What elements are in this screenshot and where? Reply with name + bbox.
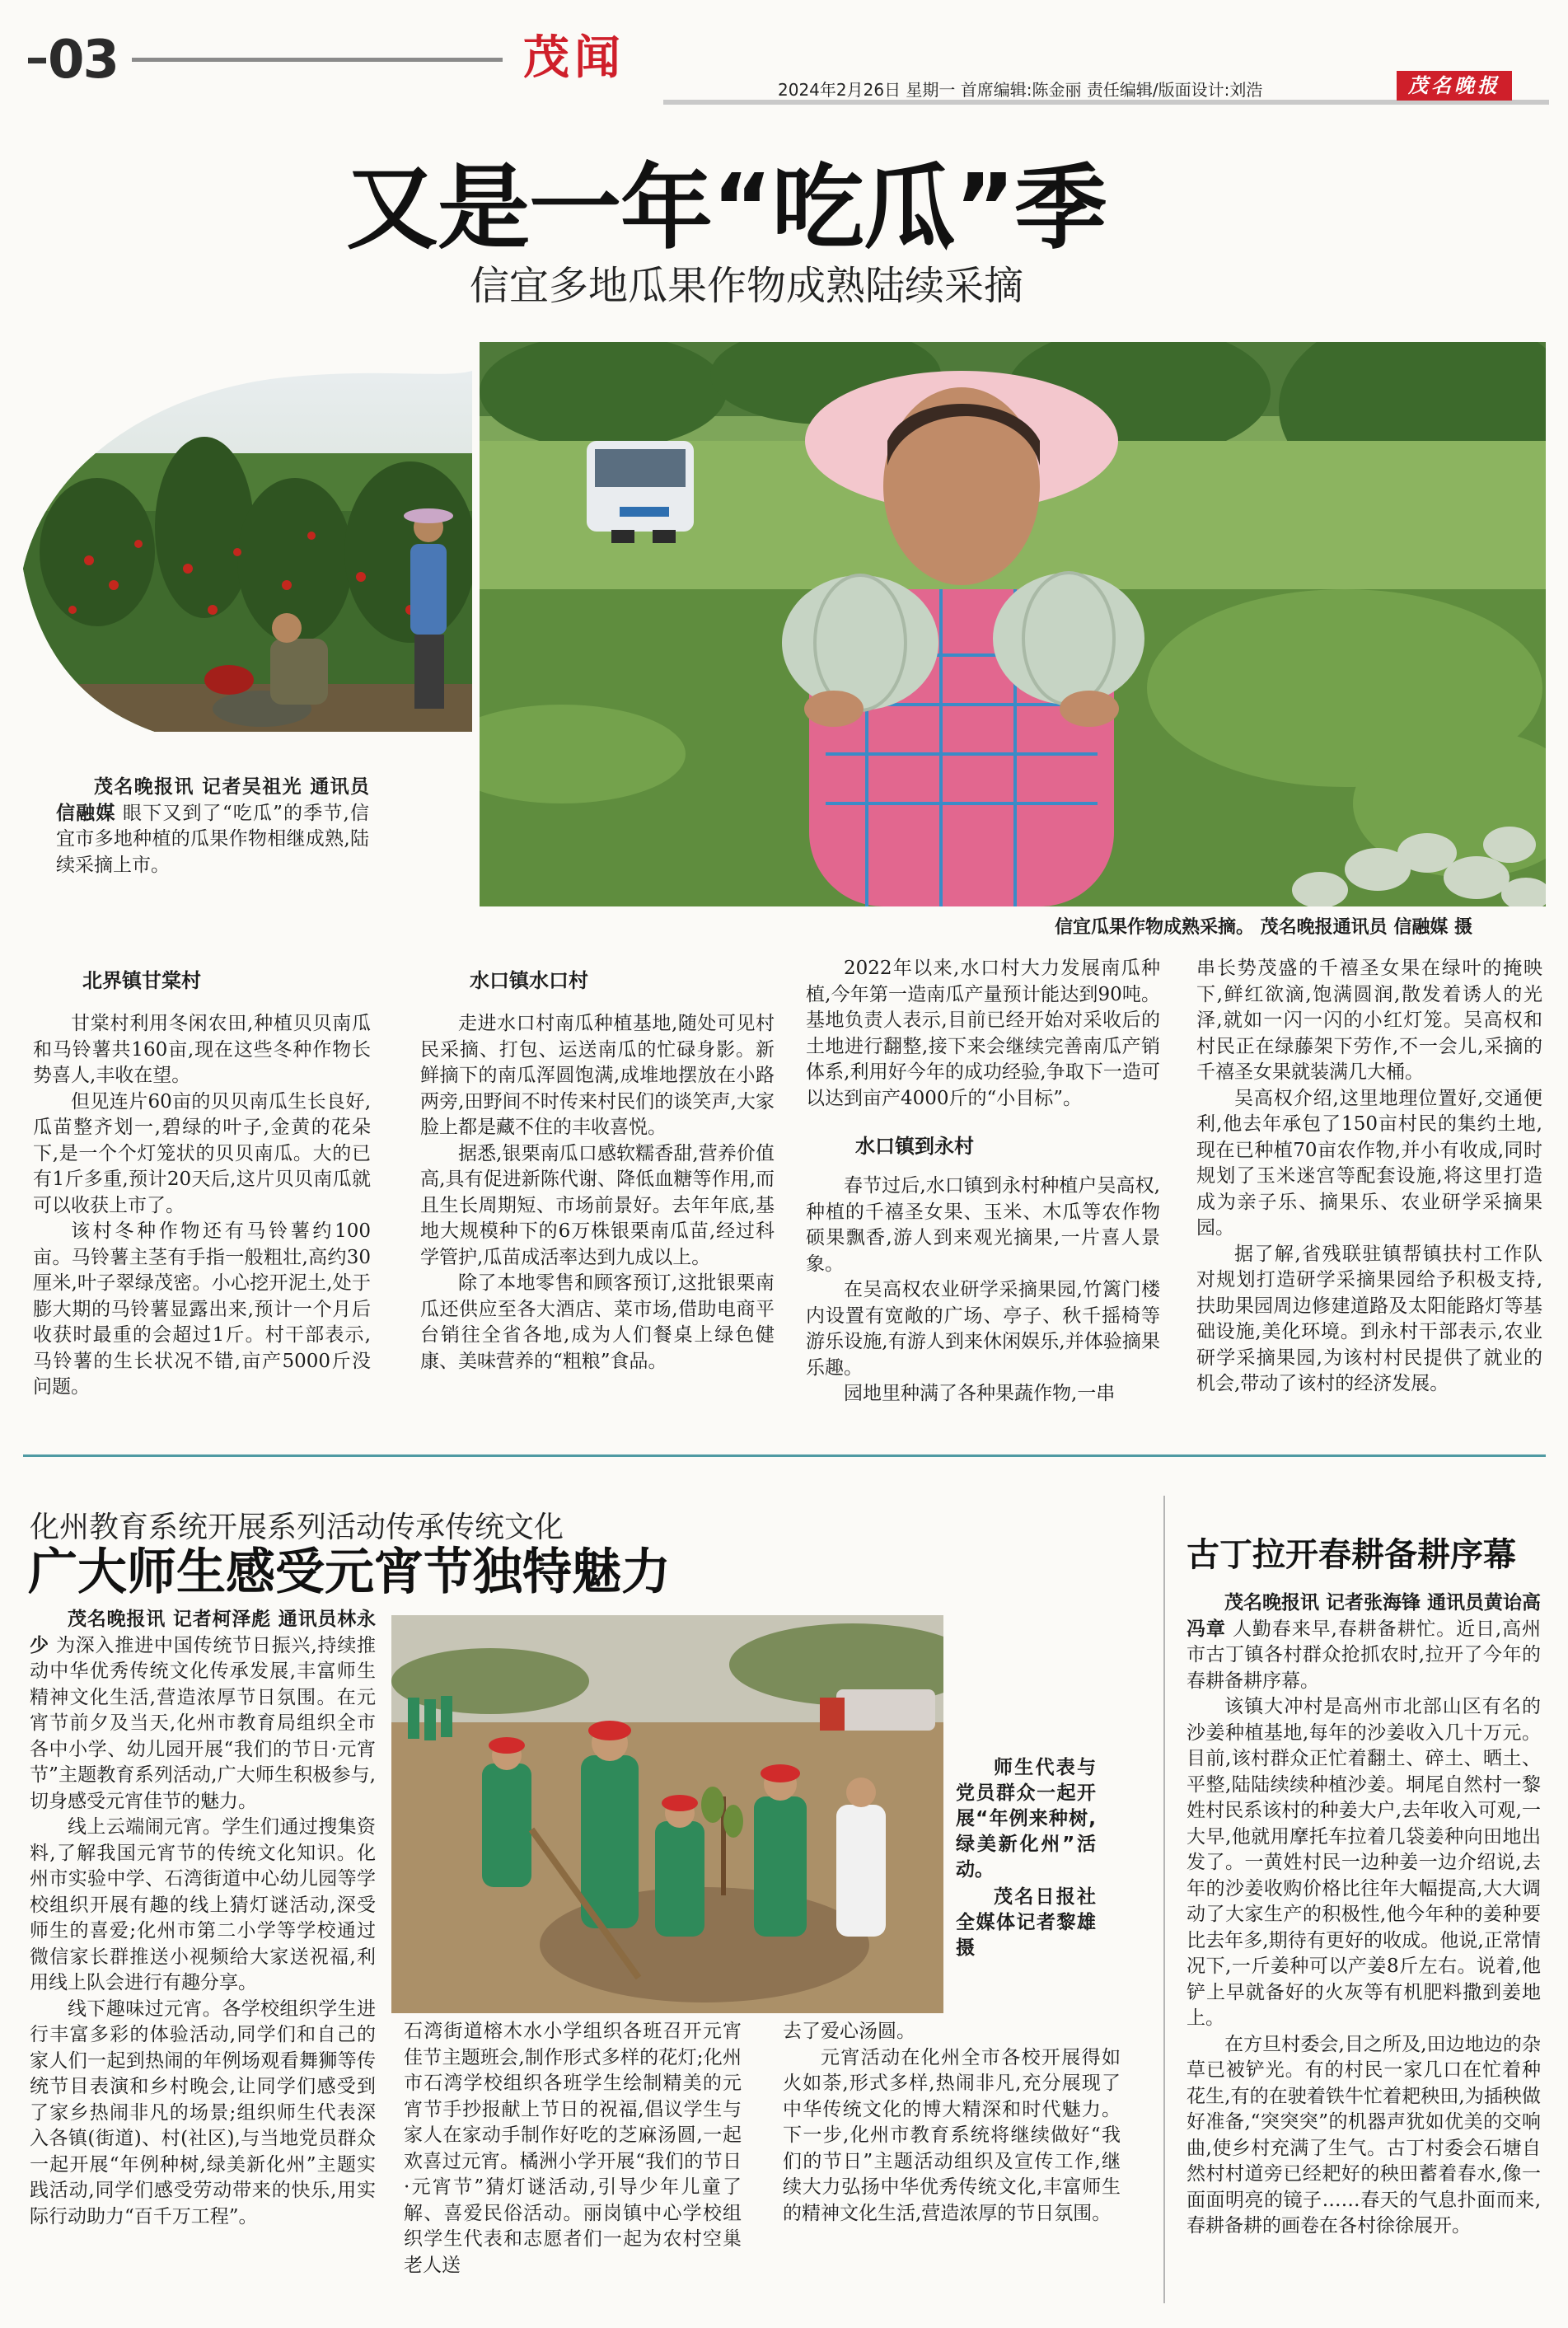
page-number: 03 [48, 30, 119, 91]
story3-para-text: 人勤春来早,春耕备耕忙。近日,高州市古丁镇各村群众抢抓农时,拉开了今年的春耕备耕序幕。 [1187, 1618, 1542, 1692]
col1-para: 但见连片60亩的贝贝南瓜生长良好,瓜苗整齐划一,碧绿的叶子,金黄的花朵下,是一个个灯笼状的贝贝南瓜。大的已有1斤多重,预计20天后,这片贝贝南瓜就可以收获上市了。 [33, 1090, 371, 1216]
col1-para: 甘棠村利用冬闲农田,种植贝贝南瓜和马铃薯共160亩,现在这些冬种作物长势喜人,丰收在望。 [33, 1013, 371, 1086]
section-label: 茂闻 [523, 30, 625, 85]
story2-col2 [404, 2019, 742, 2279]
col2-para: 走进水口村南瓜种植基地,随处可见村民采摘、打包、运送南瓜的忙碌身影。新鲜摘下的南瓜浑圆饱满,成堆地摆放在小路两旁,田野间不时传来村民们的谈笑声,大家脸上都是藏不住的丰收喜悦。 [420, 1013, 775, 1138]
story-divider [23, 1454, 1546, 1457]
lead-headline: 又是一年“吃瓜”季 [346, 155, 1107, 262]
story2-para-text: 为深入推进中国传统节日振兴,持续推动中华优秀传统文化传承发展,丰富师生精神文化生活,营造浓厚节日氛围。在元宵节前夕及当天,化州市教育局组织全市各中小学、幼儿园开展“我们的节日·元宵节”主题教育系列活动,广大师生积极参与,切身感受元宵佳节的魅力。 [30, 1634, 377, 1812]
lead-col3 [806, 956, 1160, 1408]
story2-col1-para: 线下趣味过元宵。各学校组织学生进行丰富多彩的体验活动,同学们和自己的家人们一起到热闹的年例场观看舞狮等传统节目表演和乡村晚会,让同学们感受到了家乡热闹非凡的场景;组织师生代表深入各镇(街道)、村(社区),与当地党员群众一起开展“年例种树,绿美新化州”主题实践活动,同学们感受劳动带来的快乐,用实际行动助力“百千万工程”。 [30, 1998, 376, 2227]
story2-col3-para: 元宵活动在化州全市各校开展得如火如荼,形式多样,热闹非凡,充分展现了中华传统文化的博大精深和时代魅力。下一步,化州市教育系统将继续做好“我们的节日”主题活动组织及宣传工作,继续大力弘扬中华优秀传统文化,丰富师生的精神文化生活,营造浓厚的节日氛围。 [783, 2046, 1121, 2224]
col3-title: 水口镇到永村 [855, 1135, 974, 1158]
story2-col2-para: 石湾街道榕木水小学组织各班召开元宵佳节主题班会,制作形式多样的花灯;化州市石湾学校组织各班学生绘制精美的元宵节手抄报献上节日的祝福,倡议学生与家人在家动手制作好吃的芝麻汤圆,一起欢喜过元宵。橘洲小学开展“我们的节日·元宵节”猜灯谜活动,引导少年儿童了解、喜爱民俗活动。丽岗镇中心学校组织学生代表和志愿者们一起为农村空巢老人送 [404, 2021, 742, 2276]
col4-para: 据了解,省残联驻镇帮镇扶村工作队对规划打造研学采摘果园给予积极支持,扶助果园周边修建道路及太阳能路灯等基础设施,美化环境。到永村干部表示,农业研学采摘果园,为该村村民提供了就业的机会,带动了该村的经济发展。 [1196, 1243, 1542, 1394]
story2-col3 [783, 2019, 1121, 2227]
pumpkin-harvest-photo [480, 342, 1546, 906]
story3-headline: 古丁拉开春耕备耕序幕 [1187, 1536, 1516, 1574]
story3-para: 该镇大冲村是高州市北部山区有名的沙姜种植基地,每年的沙姜收入几十万元。目前,该村群众正忙着翻土、碎土、晒土、平整,陆陆续续种植沙姜。垌尾自然村一黎姓村民系该村的种姜大户,去年收入可观,一大早,他就用摩托车拉着几袋姜种向田地出发了。一黄姓村民一边种姜一边介绍说,去年的沙姜收购价格比往年大幅提高,大大调动了大家生产的积极性,他今年种的姜种要比去年多,期待有更好的收成。他说,正常情况下,一斤姜种可以产姜8斤左右。说着,他铲上早就备好的火灰等有机肥料撒到姜地上。 [1187, 1696, 1541, 2029]
story3-divider [1163, 1496, 1165, 2303]
tomato-harvest-photo [23, 363, 472, 732]
page-number-dash [28, 58, 46, 63]
pumpkin-harvest-illustration [480, 342, 1546, 906]
col2-para: 除了本地零售和顾客预订,这批银栗南瓜还供应至各大酒店、菜市场,借助电商平台销往全省各地,成为人们餐桌上绿色健康、美味营养的“粗粮”食品。 [420, 1272, 775, 1372]
lead-col1 [33, 964, 371, 1401]
col3-para: 春节过后,水口镇到永村种植户吴高权,种植的千禧圣女果、玉米、木瓜等农作物硕果飘香,游人到来观光摘果,一片喜人景象。 [806, 1175, 1160, 1275]
col3-para: 在吴高权农业研学采摘果园,竹篱门楼内设置有宽敞的广场、亭子、秋千摇椅等游乐设施,有游人到来休闲娱乐,并体验摘果乐趣。 [806, 1279, 1160, 1379]
col1-title: 北界镇甘棠村 [82, 969, 201, 992]
story2-col1 [30, 1607, 376, 2230]
header-rule-left [132, 58, 503, 62]
story3-para: 在方旦村委会,目之所及,田边地边的杂草已被铲光。有的村民一家几口在忙着种花生,有的在驶着铁牛忙着耙秧田,为插秧做好准备,“突突突”的机器声犹如优美的交响曲,使乡村充满了生气。古丁村委会石塘自然村村道旁已经耙好的秧田蓄着春水,像一面面明亮的镜子……春天的气息扑面而来,春耕备耕的画卷在各村徐徐展开。 [1187, 2033, 1541, 2237]
tree-photo-credit: 茂名日报社全媒体记者黎雄 摄 [956, 1886, 1096, 1959]
tree-planting-illustration [391, 1615, 943, 2013]
col3-para: 园地里种满了各种果蔬作物,一串 [844, 1383, 1116, 1404]
lead-byline: 茂名晚报讯 记者吴祖光 通讯员信融媒 [56, 776, 369, 824]
story3-body [1187, 1590, 1541, 2240]
lead-intro [56, 775, 369, 878]
story2-byline: 茂名晚报讯 记者柯泽彪 通讯员林永少 [30, 1609, 376, 1656]
story2-headline: 广大师生感受元宵节独特魅力 [28, 1543, 671, 1601]
story2-col1-para [30, 1607, 376, 1815]
col1-para: 该村冬种作物还有马铃薯约100亩。马铃薯主茎有手指一般粗壮,高约30厘米,叶子翠绿茂密。小心挖开泥土,处于膨大期的马铃薯显露出来,预计一个月后收获时最重的会超过1斤。村干部表示,马铃薯的生长状况不错,亩产5000斤没问题。 [33, 1220, 371, 1398]
col2-title: 水口镇水口村 [470, 969, 588, 992]
story3-para [1187, 1590, 1541, 1694]
page-header [0, 0, 1568, 107]
story2-col1-para: 线上云端闹元宵。学生们通过搜集资料,了解我国元宵节的传统文化知识。化州市实验中学、石湾街道中心幼儿园等学校组织开展有趣的线上猜灯谜活动,深受师生的喜爱;化州市第二小学等学校通过微信家长群推送小视频给大家送祝福,利用线上队会进行有趣分享。 [30, 1816, 376, 1993]
col4-para: 吴高权介绍,这里地理位置好,交通便利,他去年承包了150亩村民的集约土地,现在已种植70亩农作物,并小有收成,同时规划了玉米迷宫等配套设施,将这里打造成为亲子乐、摘果乐、农业研学采摘果园。 [1196, 1087, 1542, 1239]
lead-col4 [1196, 956, 1542, 1398]
tree-photo-caption-text: 师生代表与党员群众一起开展“年例来种树,绿美新化州”活动。 [956, 1757, 1096, 1881]
col2-para: 据悉,银栗南瓜口感软糯香甜,营养价值高,具有促进新陈代谢、降低血糖等作用,而且生长周期短、市场前景好。去年年底,基地大规模种下的6万株银栗南瓜苗,经过科学管护,瓜苗成活率达到九成以上。 [420, 1142, 775, 1268]
story2-kicker: 化州教育系统开展系列活动传承传统文化 [30, 1511, 564, 1544]
date-line: 2024年2月26日 星期一 首席编辑:陈金丽 责任编辑/版面设计:刘浩 [778, 80, 1263, 100]
story2-col3-para: 去了爱心汤圆。 [783, 2021, 915, 2042]
lead-subhead: 信宜多地瓜果作物成熟陆续采摘 [470, 263, 1024, 309]
story3-byline: 茂名晚报讯 记者张海锋 通讯员黄诒高 冯章 [1187, 1592, 1542, 1640]
tomato-harvest-illustration [23, 363, 472, 732]
lead-photo-caption: 信宜瓜果作物成熟采摘。 茂名晚报通讯员 信融媒 摄 [1055, 917, 1472, 938]
lead-intro-text: 眼下又到了“吃瓜”的季节,信宜市多地种植的瓜果作物相继成熟,陆续采摘上市。 [56, 802, 370, 876]
paper-logo: 茂名晚报 [1397, 71, 1512, 101]
lead-col2 [420, 964, 775, 1375]
tree-photo-caption [956, 1755, 1096, 1961]
col4-para: 串长势茂盛的千禧圣女果在绿叶的掩映下,鲜红欲滴,饱满圆润,散发着诱人的光泽,就如一闪一闪的小红灯笼。吴高权和村民正在绿藤架下劳作,不一会儿,采摘的千禧圣女果就装满几大桶。 [1196, 958, 1542, 1083]
col3-para: 2022年以来,水口村大力发展南瓜种植,今年第一造南瓜产量预计能达到90吨。基地负责人表示,目前已经开始对采收后的土地进行翻整,接下来会继续完善南瓜产销体系,利用好今年的成功经验,争取下一造可以达到亩产4000斤的“小目标”。 [806, 958, 1160, 1109]
tree-planting-photo [391, 1615, 943, 2013]
